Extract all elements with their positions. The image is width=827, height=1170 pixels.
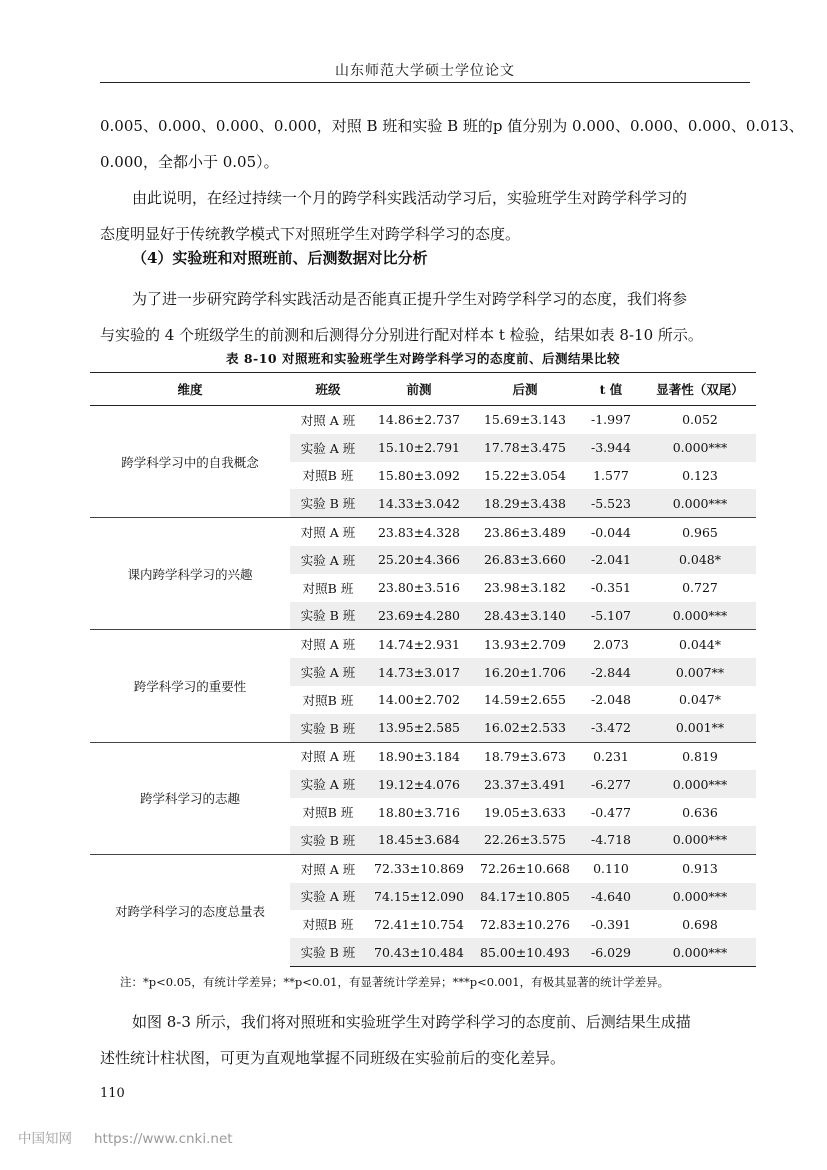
pretest-cell: 14.33±3.042	[366, 489, 472, 517]
t-value-cell: -0.477	[590, 804, 631, 820]
t-value-cell: 2.073	[578, 630, 644, 658]
table-row	[90, 518, 756, 546]
section-heading: （4）实验班和对照班前、后测数据对比分析	[132, 249, 428, 267]
t-value-cell: 0.231	[578, 742, 644, 770]
t-value-cell: -0.044	[578, 518, 644, 546]
significance-cell: 0.819	[644, 742, 756, 770]
posttest-cell: 84.17±10.805	[472, 883, 578, 911]
paragraph-pvalues	[100, 108, 804, 180]
t-value-cell: 0.110	[578, 854, 644, 882]
pretest-cell: 74.15±12.090	[366, 883, 472, 911]
t-value-cell: -5.523	[578, 489, 644, 517]
significance-cell: 0.052	[682, 412, 718, 428]
pretest-cell: 14.73±3.017	[366, 658, 472, 686]
class-cell: 对照B 班	[302, 580, 354, 596]
class-cell: 实验 A 班	[290, 883, 366, 911]
t-value-cell: -2.041	[578, 546, 644, 574]
significance-cell: 0.048*	[644, 546, 756, 574]
significance-cell: 0.000***	[644, 489, 756, 517]
table-row	[90, 630, 756, 658]
pretest-cell: 23.80±3.516	[377, 580, 461, 596]
paragraph-conclusion	[100, 180, 750, 252]
pretest-cell: 19.12±4.076	[366, 770, 472, 798]
t-value-cell: -3.472	[578, 714, 644, 742]
dimension-cell: 跨学科学习的志趣	[90, 742, 290, 854]
t-value-cell: -6.029	[578, 938, 644, 966]
header-dimension: 维度	[90, 373, 290, 406]
posttest-cell: 13.93±2.709	[472, 630, 578, 658]
class-cell: 实验 B 班	[290, 938, 366, 966]
posttest-cell: 18.79±3.673	[472, 742, 578, 770]
paragraph-method	[100, 281, 750, 353]
header-rule	[100, 82, 750, 83]
class-cell: 实验 B 班	[290, 489, 366, 517]
significance-cell: 0.000***	[644, 938, 756, 966]
pretest-cell: 14.74±2.931	[366, 630, 472, 658]
class-cell: 对照 A 班	[290, 518, 366, 546]
table-note: 注：*p<0.05，有统计学差异；**p<0.01，有显著统计学差异；***p<0.001，有极其显著的统计学差异。	[120, 975, 670, 989]
pretest-cell: 15.10±2.791	[366, 434, 472, 462]
class-cell: 对照B 班	[302, 468, 354, 484]
posttest-cell: 26.83±3.660	[472, 546, 578, 574]
posttest-cell: 23.86±3.489	[472, 518, 578, 546]
significance-cell: 0.123	[682, 467, 718, 483]
posttest-cell: 16.02±2.533	[472, 714, 578, 742]
table-caption: 表 8-10 对照班和实验班学生对跨学科学习的态度前、后测结果比较	[226, 351, 620, 366]
header-class: 班级	[290, 373, 366, 406]
posttest-cell: 72.83±10.276	[480, 916, 570, 932]
posttest-cell: 85.00±10.493	[472, 938, 578, 966]
t-value-cell: -2.048	[590, 692, 631, 708]
significance-cell: 0.698	[682, 916, 718, 932]
posttest-cell: 18.29±3.438	[472, 489, 578, 517]
running-header: 山东师范大学硕士学位论文	[335, 63, 515, 79]
significance-cell: 0.007**	[644, 658, 756, 686]
significance-cell: 0.000***	[644, 770, 756, 798]
header-significance: 显著性（双尾）	[644, 373, 756, 406]
class-cell: 实验 A 班	[290, 770, 366, 798]
posttest-cell: 23.37±3.491	[472, 770, 578, 798]
pretest-cell: 25.20±4.366	[366, 546, 472, 574]
class-cell: 对照 A 班	[300, 412, 356, 428]
significance-cell: 0.913	[644, 854, 756, 882]
significance-cell: 0.000***	[644, 602, 756, 630]
dimension-cell: 跨学科学习的重要性	[90, 630, 290, 742]
posttest-cell: 14.59±2.655	[483, 692, 567, 708]
paragraph-line: 0.005、0.000、0.000、0.000，对照 B 班和实验 B 班的p 值分别为 0.000、0.000、0.000、0.013、	[100, 117, 804, 135]
class-cell: 对照B 班	[302, 805, 354, 821]
pretest-cell: 18.45±3.684	[366, 826, 472, 854]
pretest-cell: 70.43±10.484	[366, 938, 472, 966]
t-value-cell: -5.107	[578, 602, 644, 630]
t-value-cell: -2.844	[578, 658, 644, 686]
class-cell: 实验 B 班	[290, 826, 366, 854]
significance-cell: 0.000***	[644, 826, 756, 854]
cnki-watermark	[18, 1127, 233, 1147]
header-posttest: 后测	[472, 373, 578, 406]
paragraph-line: 0.000，全都小于 0.05）。	[100, 153, 279, 171]
class-cell: 实验 B 班	[290, 602, 366, 630]
pretest-cell: 15.80±3.092	[377, 467, 461, 483]
class-cell: 实验 A 班	[290, 434, 366, 462]
significance-cell: 0.001**	[644, 714, 756, 742]
paragraph-line: 如图 8-3 所示，我们将对照班和实验班学生对跨学科学习的态度前、后测结果生成描	[132, 1013, 691, 1031]
t-value-cell: -6.277	[578, 770, 644, 798]
pretest-cell: 14.00±2.702	[377, 692, 461, 708]
t-value-cell: -3.944	[578, 434, 644, 462]
class-cell: 对照 A 班	[290, 630, 366, 658]
pretest-cell: 13.95±2.585	[366, 714, 472, 742]
pretest-cell: 18.80±3.716	[377, 804, 461, 820]
t-value-cell: 1.577	[593, 467, 629, 483]
posttest-cell: 72.26±10.668	[472, 854, 578, 882]
table-header-row	[90, 373, 756, 406]
table-row	[90, 854, 756, 882]
table-body	[90, 406, 756, 967]
t-value-cell: -0.391	[590, 916, 631, 932]
posttest-cell: 16.20±1.706	[472, 658, 578, 686]
class-cell: 对照B 班	[302, 692, 354, 708]
class-cell: 对照 A 班	[290, 742, 366, 770]
significance-cell: 0.000***	[644, 434, 756, 462]
pretest-cell: 18.90±3.184	[366, 742, 472, 770]
paragraph-line: 与实验的 4 个班级学生的前测和后测得分分别进行配对样本 t 检验，结果如表 8-10 所示。	[100, 326, 703, 344]
t-value-cell: -4.718	[578, 826, 644, 854]
paragraph-line: 态度明显好于传统教学模式下对照班学生对跨学科学习的态度。	[100, 225, 521, 243]
posttest-cell: 15.22±3.054	[483, 467, 567, 483]
page-number: 110	[100, 1086, 125, 1101]
watermark-brand: 中国知网	[18, 1131, 72, 1147]
header-t-value: t 值	[578, 373, 644, 406]
pretest-cell: 72.41±10.754	[374, 916, 464, 932]
dimension-cell: 对跨学科学习的态度总量表	[90, 854, 290, 966]
class-cell: 实验 A 班	[290, 658, 366, 686]
t-value-cell: -0.351	[590, 580, 631, 596]
dimension-cell: 跨学科学习中的自我概念	[90, 406, 290, 518]
significance-cell: 0.727	[682, 580, 718, 596]
table-row	[90, 406, 756, 434]
posttest-cell: 19.05±3.633	[483, 804, 567, 820]
class-cell: 对照B 班	[302, 917, 354, 933]
paragraph-line: 由此说明，在经过持续一个月的跨学科实践活动学习后，实验班学生对跨学科学习的	[132, 189, 688, 207]
posttest-cell: 23.98±3.182	[483, 580, 567, 596]
dimension-cell: 课内跨学科学习的兴趣	[90, 518, 290, 630]
pretest-cell: 23.69±4.280	[366, 602, 472, 630]
paragraph-figure-ref	[100, 1004, 750, 1076]
header-pretest: 前测	[366, 373, 472, 406]
pretest-cell: 14.86±2.737	[377, 412, 461, 428]
paragraph-line: 述性统计柱状图，可更为直观地掌握不同班级在实验前后的变化差异。	[100, 1049, 566, 1067]
class-cell: 对照 A 班	[290, 854, 366, 882]
significance-cell: 0.047*	[678, 692, 722, 708]
class-cell: 实验 A 班	[290, 546, 366, 574]
class-cell: 实验 B 班	[290, 714, 366, 742]
pretest-cell: 72.33±10.869	[366, 854, 472, 882]
t-value-cell: -1.997	[590, 412, 631, 428]
posttest-cell: 22.26±3.575	[472, 826, 578, 854]
significance-cell: 0.000***	[644, 883, 756, 911]
results-table	[90, 372, 756, 967]
posttest-cell: 17.78±3.475	[472, 434, 578, 462]
posttest-cell: 15.69±3.143	[483, 412, 567, 428]
table-row	[90, 742, 756, 770]
significance-cell: 0.965	[644, 518, 756, 546]
t-value-cell: -4.640	[578, 883, 644, 911]
watermark-url: https://www.cnki.net	[94, 1131, 233, 1147]
pretest-cell: 23.83±4.328	[366, 518, 472, 546]
paragraph-line: 为了进一步研究跨学科实践活动是否能真正提升学生对跨学科学习的态度，我们将参	[132, 290, 688, 308]
significance-cell: 0.044*	[644, 630, 756, 658]
significance-cell: 0.636	[682, 804, 718, 820]
posttest-cell: 28.43±3.140	[472, 602, 578, 630]
